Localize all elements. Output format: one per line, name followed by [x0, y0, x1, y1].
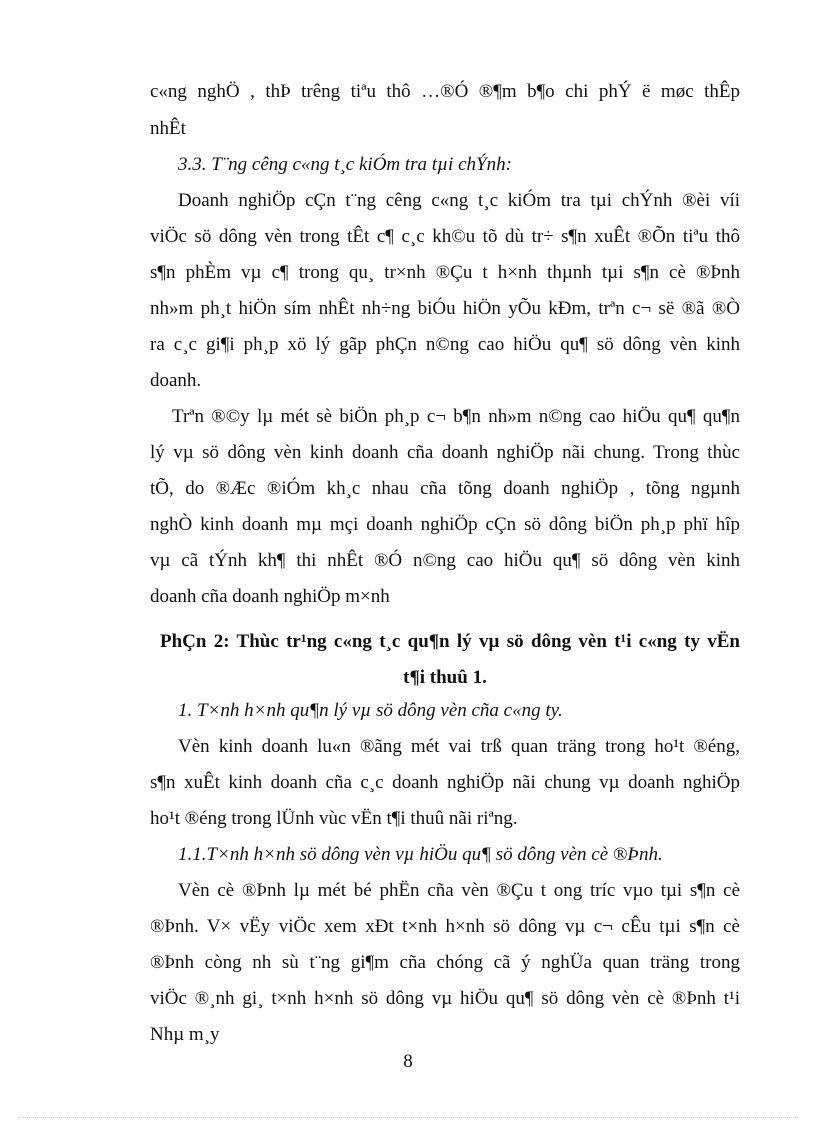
paragraph-line: nghÒ kinh doanh mµ mçi doanh nghiÖp cÇn sö dông biÖn ph¸p phï hîp	[150, 514, 740, 535]
paragraph-line: ®Þnh. V× vËy viÖc xem xÐt t×nh h×nh sö dông vµ c¬ cÊu tµi s¶n cè	[150, 916, 740, 937]
subsection-heading: 3.3. T¨ng cêng c«ng t¸c kiÓm tra tµi chÝnh:	[178, 154, 512, 175]
paragraph-line: Doanh nghiÖp cÇn t¨ng cêng c«ng t¸c kiÓm tra tµi chÝnh ®èi víi	[178, 190, 740, 211]
paragraph-line: Vèn kinh doanh lu«n ®ãng mét vai trß quan träng trong ho¹t ®éng,	[178, 736, 740, 757]
paragraph-line: s¶n xuÊt kinh doanh cña c¸c doanh nghiÖp nãi chung vµ doanh nghiÖp	[150, 772, 740, 793]
body-text	[150, 0, 740, 1045]
paragraph-line: tÕ, do ®Æc ®iÓm kh¸c nhau cña tõng doanh nghiÖp , tõng ngµnh	[150, 478, 740, 499]
paragraph-line: Nhµ m¸y	[150, 1024, 220, 1045]
page-bottom-rule	[18, 1117, 798, 1118]
paragraph-line: Trªn ®©y lµ mét sè biÖn ph¸p c¬ b¶n nh»m n©ng cao hiÖu qu¶ qu¶n	[172, 406, 740, 427]
paragraph-line: Vèn cè ®Þnh lµ mét bé phËn cña vèn ®Çu t ong tríc vµo tµi s¶n cè	[178, 880, 740, 901]
paragraph-line: nh»m ph¸t hiÖn sím nhÊt nh÷ng biÓu hiÖn yÕu kÐm, trªn c¬ së ®ã ®Ò	[150, 298, 740, 319]
paragraph-line: nhÊt	[150, 118, 186, 139]
paragraph-line: ho¹t ®éng trong lÜnh vùc vËn t¶i thuû nãi riªng.	[150, 808, 518, 829]
subsection-heading: 1.1.T×nh h×nh sö dông vèn vµ hiÖu qu¶ sö dông vèn cè ®Þnh.	[178, 844, 663, 865]
paragraph-line: viÖc ®¸nh gi¸ t×nh h×nh sö dông vµ hiÖu qu¶ sö dông vèn cè ®Þnh t¹i	[150, 988, 740, 1009]
paragraph-line: s¶n phÈm vµ c¶ trong qu¸ tr×nh ®Çu t h×nh thµnh tµi s¶n cè ®Þnh	[150, 262, 740, 283]
paragraph-line: vµ cã tÝnh kh¶ thi nhÊt ®Ó n©ng cao hiÖu qu¶ sö dông vèn kinh	[150, 550, 740, 571]
paragraph-line: lý vµ sö dông vèn kinh doanh cña doanh nghiÖp nãi chung. Trong thùc	[150, 442, 740, 463]
section-heading-cont: t¶i thuû 1.	[403, 667, 487, 688]
section-heading: PhÇn 2: Thùc tr¹ng c«ng t¸c qu¶n lý vµ sö dông vèn t¹i c«ng ty vËn	[160, 631, 740, 652]
paragraph-line: ra c¸c gi¶i ph¸p xö lý gãp phÇn n©ng cao hiÖu qu¶ sö dông vèn kinh	[150, 334, 740, 355]
paragraph-line: c«ng nghÖ , thÞ trêng tiªu thô …®Ó ®¶m b¶o chi phÝ ë møc thÊp	[150, 81, 740, 102]
subsection-heading: 1. T×nh h×nh qu¶n lý vµ sö dông vèn cña c«ng ty.	[178, 700, 563, 721]
paragraph-line: doanh.	[150, 370, 202, 391]
paragraph-line: doanh cña doanh nghiÖp m×nh	[150, 586, 390, 607]
paragraph-line: viÖc sö dông vèn trong tÊt c¶ c¸c kh©u tõ dù tr÷ s¶n xuÊt ®Õn tiªu thô	[150, 226, 740, 247]
page-number: 8	[403, 1051, 413, 1072]
paragraph-line: ®Þnh còng nh sù t¨ng gi¶m cña chóng cã ý nghÜa quan träng trong	[150, 952, 740, 973]
